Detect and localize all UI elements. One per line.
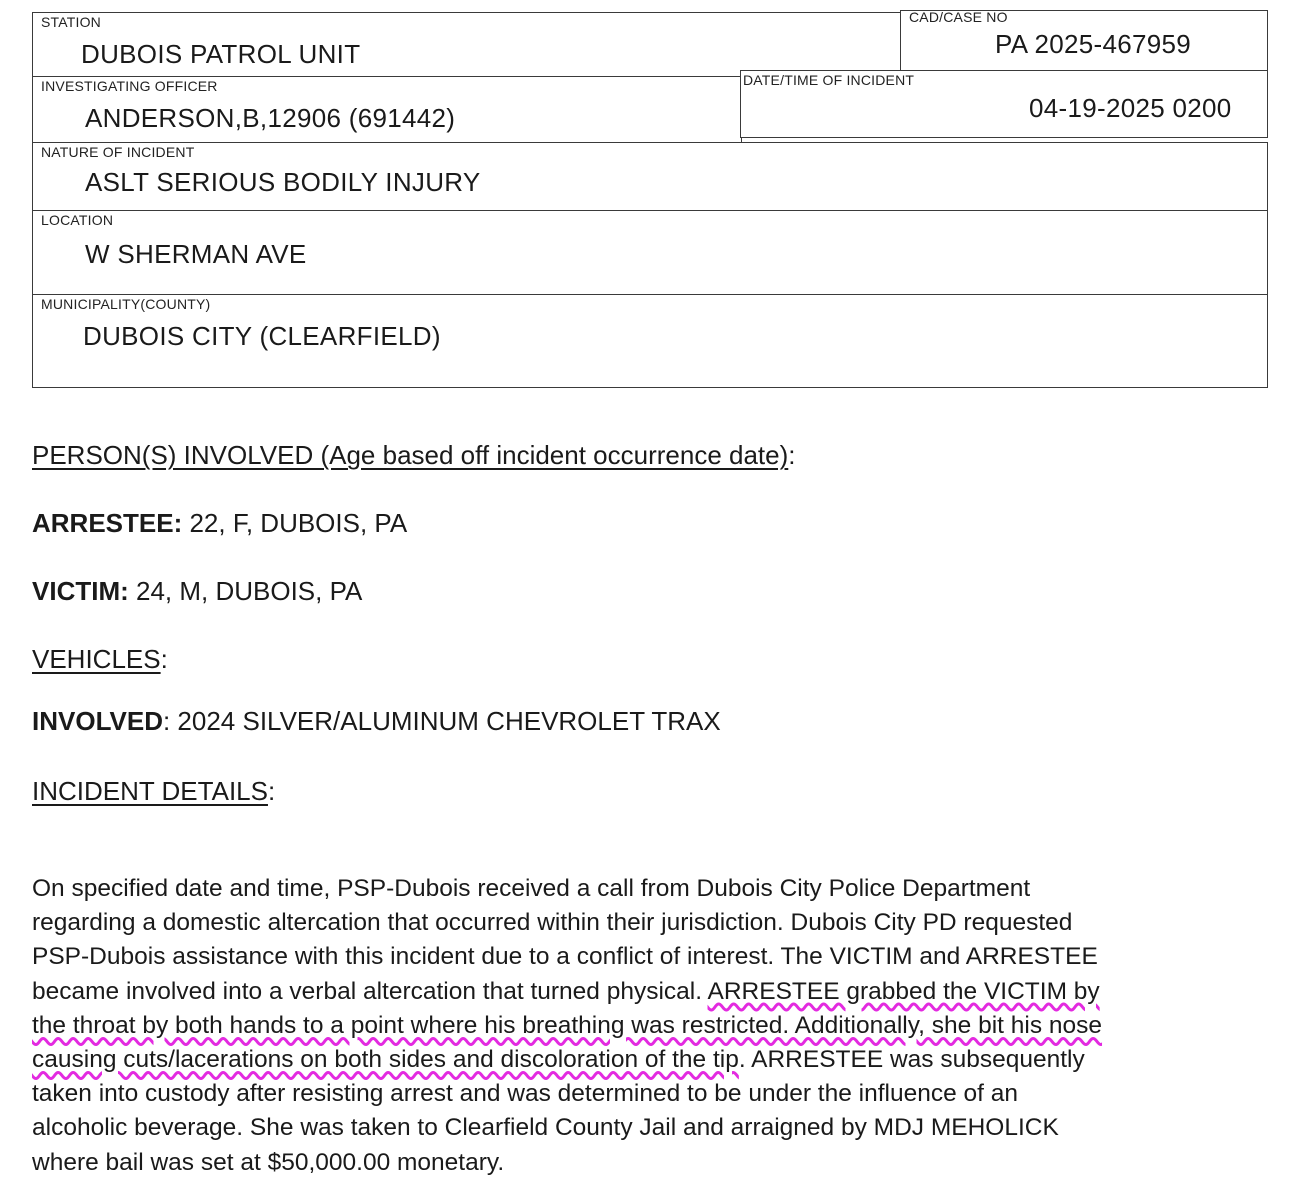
persons-heading-colon: : [788, 440, 796, 470]
victim-value: 24, M, DUBOIS, PA [128, 576, 363, 606]
vehicle-involved-value: : 2024 SILVER/ALUMINUM CHEVROLET TRAX [162, 706, 721, 736]
vehicle-involved-line [32, 706, 721, 737]
arrestee-value: 22, F, DUBOIS, PA [182, 508, 408, 538]
victim-label: VICTIM: [32, 576, 129, 606]
municipality-value: DUBOIS CITY (CLEARFIELD) [83, 321, 441, 351]
nature-of-incident-cell [32, 142, 1268, 212]
incident-details-heading-colon: : [267, 776, 276, 806]
investigating-officer-value: ANDERSON,B,12906 (691442) [85, 103, 456, 133]
investigating-officer-label: INVESTIGATING OFFICER [41, 78, 218, 94]
case-number-value: PA 2025-467959 [995, 29, 1192, 59]
narrative-line [32, 975, 1282, 1009]
narrative-line: alcoholic beverage. She was taken to Clearfield County Jail and arraigned by MDJ MEHOLICK [32, 1114, 1059, 1142]
vehicle-involved-label: INVOLVED [32, 706, 163, 736]
investigating-officer-cell [32, 76, 742, 148]
narrative-line [32, 1009, 1282, 1043]
municipality-cell [32, 294, 1268, 388]
vehicles-heading-text: VEHICLES [32, 644, 161, 674]
narrative-line: where bail was set at $50,000.00 monetary. [32, 1148, 505, 1176]
location-cell [32, 210, 1268, 296]
narrative-line [32, 1043, 1282, 1077]
persons-involved-heading [32, 440, 796, 471]
station-cell [32, 12, 902, 78]
location-label: LOCATION [41, 212, 114, 228]
location-value: W SHERMAN AVE [85, 239, 307, 269]
narrative-line: On specified date and time, PSP-Dubois received a call from Dubois City Police Department [32, 875, 1031, 902]
persons-involved-heading-text: PERSON(S) INVOLVED (Age based off incident occurrence date) [32, 440, 789, 470]
victim-line [32, 576, 362, 607]
nature-of-incident-value: ASLT SERIOUS BODILY INJURY [85, 167, 481, 197]
narrative-line: taken into custody after resisting arrest and was determined to be under the influence of an [32, 1080, 1019, 1108]
narrative-line: PSP-Dubois assistance with this incident due to a conflict of interest. The VICTIM and ARRESTEE [32, 943, 1098, 971]
station-value: DUBOIS PATROL UNIT [81, 39, 361, 69]
highlighted-text: ARRESTEE grabbed the VICTIM by [707, 977, 1100, 1005]
narrative-text: became involved into a verbal altercation that turned physical. [32, 977, 708, 1005]
vehicles-heading-colon: : [160, 644, 168, 674]
case-number-label: CAD/CASE NO [909, 9, 1008, 25]
incident-narrative [32, 872, 1282, 1180]
highlighted-text: causing cuts/lacerations on both sides and discoloration of the tip [32, 1046, 739, 1074]
narrative-text: . ARRESTEE was subsequently [738, 1046, 1085, 1074]
narrative-line: regarding a domestic altercation that occurred within their jurisdiction. Dubois City PD requested [32, 909, 1073, 937]
vehicles-heading [32, 644, 168, 675]
incident-datetime-value: 04-19-2025 0200 [1029, 93, 1232, 123]
municipality-label: MUNICIPALITY(COUNTY) [41, 296, 211, 312]
nature-of-incident-label: NATURE OF INCIDENT [41, 144, 195, 160]
station-label: STATION [41, 14, 101, 30]
arrestee-line [32, 508, 407, 539]
incident-datetime-cell [740, 70, 1268, 138]
arrestee-label: ARRESTEE: [32, 508, 183, 538]
incident-details-heading [32, 776, 275, 807]
incident-details-heading-text: INCIDENT DETAILS [32, 776, 268, 806]
highlighted-text: the throat by both hands to a point where his breathing was restricted. Additionally, she bit his nose [32, 1011, 1103, 1039]
case-number-cell [900, 10, 1268, 72]
incident-datetime-label: DATE/TIME OF INCIDENT [743, 72, 915, 88]
